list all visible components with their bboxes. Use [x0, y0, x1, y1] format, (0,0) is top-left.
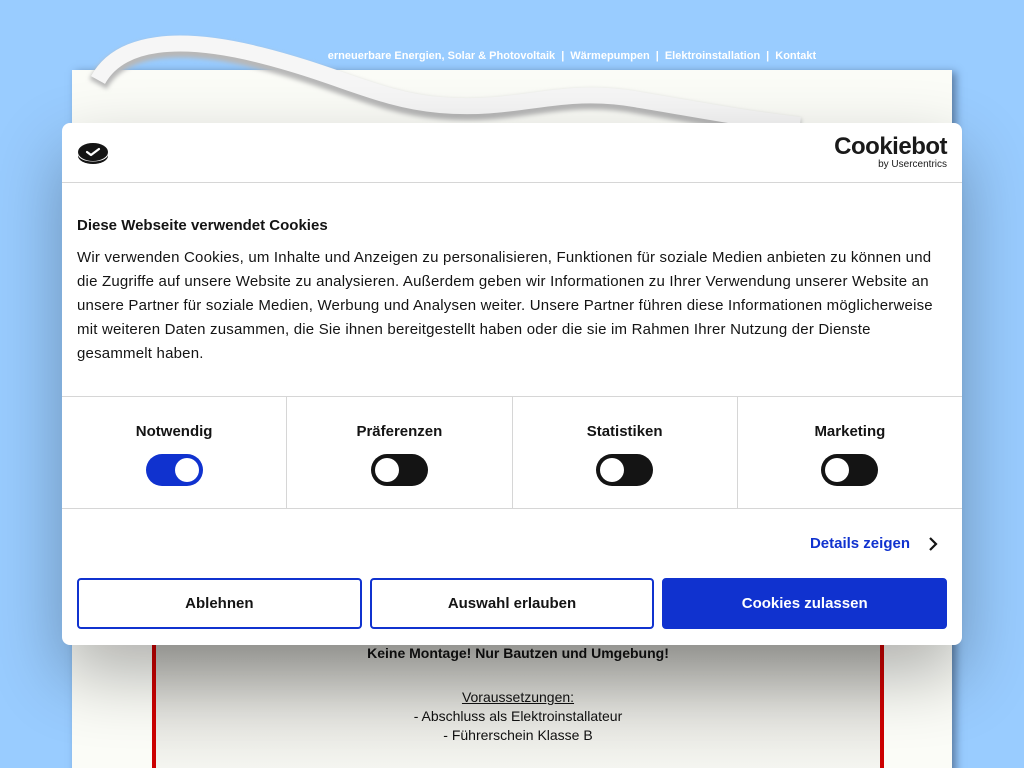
- nav-separator: |: [655, 50, 659, 62]
- category-label: Präferenzen: [356, 423, 443, 440]
- allow-selection-button[interactable]: Auswahl erlauben: [370, 578, 655, 629]
- nav-link-heat-pumps[interactable]: Wärmepumpen: [570, 50, 650, 62]
- category-marketing: [738, 397, 962, 508]
- dialog-body: [62, 183, 962, 396]
- category-label: Statistiken: [586, 423, 663, 440]
- decline-button[interactable]: Ablehnen: [77, 578, 362, 629]
- top-navigation: [0, 50, 1024, 62]
- dialog-description: Wir verwenden Cookies, um Inhalte und Anzeigen zu personalisieren, Funktionen für soziale Medien anbieten zu können und die Zugriffe auf unsere Website zu analysieren. Außerdem geben wir Informationen zu Ihrer Verwendung unserer Website an unsere Partner für soziale Medien, Werbung und Analysen weiter. Unsere Partner führen diese Informationen möglicherweise mit weiteren Daten zusammen, die Sie ihnen bereitgestellt haben oder die sie im Rahmen Ihrer Nutzung der Dienste gesammelt haben.: [77, 249, 933, 362]
- category-statistics: [513, 397, 738, 508]
- chevron-right-icon: [928, 536, 938, 552]
- requirement-item: - Abschluss als Elektroinstallateur: [413, 708, 623, 724]
- brand-subtitle: by Usercentrics: [878, 159, 947, 170]
- requirements-title: Voraussetzungen:: [461, 689, 575, 705]
- toggle-knob: [600, 458, 624, 482]
- necessary-toggle[interactable]: [146, 454, 203, 486]
- nav-link-contact[interactable]: Kontakt: [775, 50, 817, 62]
- dialog-buttons: [62, 578, 962, 629]
- header-swoosh-decoration: [0, 0, 1024, 140]
- cookie-categories: [62, 396, 962, 509]
- cookiebot-logo[interactable]: [834, 135, 947, 170]
- category-label: Notwendig: [135, 423, 213, 440]
- details-row: [62, 509, 962, 578]
- job-requirements-box: [152, 640, 884, 768]
- statistics-toggle[interactable]: [596, 454, 653, 486]
- nav-separator: |: [561, 50, 565, 62]
- category-necessary: [62, 397, 287, 508]
- show-details-link[interactable]: [810, 535, 938, 552]
- show-details-label: Details zeigen: [809, 535, 910, 552]
- nav-link-renewable-energy[interactable]: erneuerbare Energien, Solar & Photovoltaik: [327, 50, 556, 62]
- preferences-toggle[interactable]: [371, 454, 428, 486]
- cookie-consent-dialog: [62, 123, 962, 645]
- allow-all-cookies-button[interactable]: Cookies zulassen: [662, 578, 947, 629]
- content-headline: Keine Montage! Nur Bautzen und Umgebung!: [367, 645, 669, 661]
- nav-separator: |: [766, 50, 770, 62]
- dialog-header: [62, 123, 962, 183]
- toggle-knob: [175, 458, 199, 482]
- marketing-toggle[interactable]: [821, 454, 878, 486]
- toggle-knob: [825, 458, 849, 482]
- requirement-item: - Führerschein Klasse B: [443, 727, 593, 743]
- category-label: Marketing: [814, 423, 886, 440]
- dialog-title: Diese Webseite verwendet Cookies: [77, 217, 328, 234]
- brand-name: Cookiebot: [834, 133, 947, 160]
- category-preferences: [287, 397, 512, 508]
- cookie-check-icon: [77, 141, 109, 165]
- nav-link-electrical-installation[interactable]: Elektroinstallation: [664, 50, 761, 62]
- toggle-knob: [375, 458, 399, 482]
